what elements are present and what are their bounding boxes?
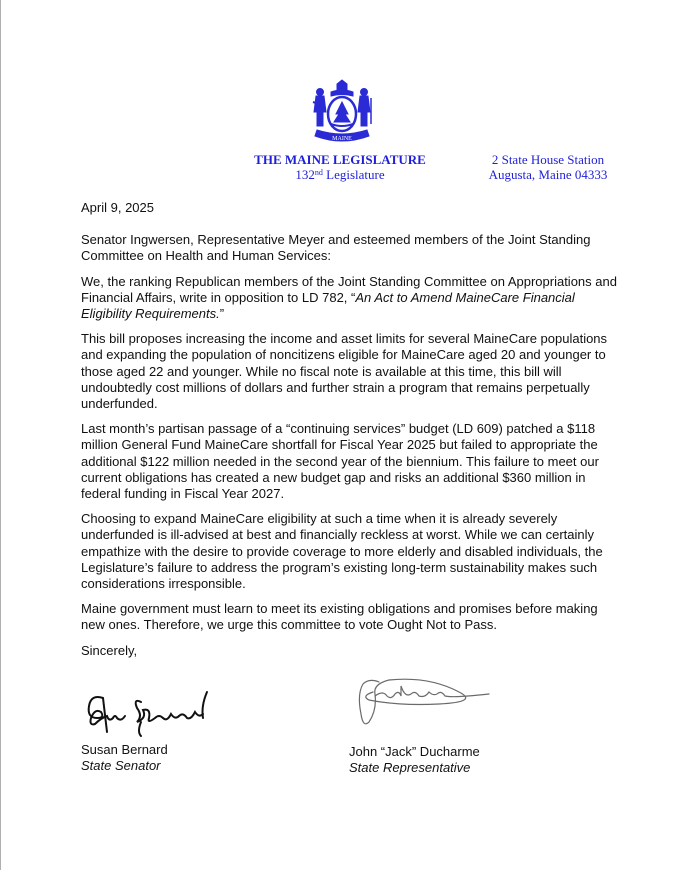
handwritten-signature-icon xyxy=(349,674,499,736)
signatory-name: John “Jack” Ducharme xyxy=(349,744,480,759)
address-line-2: Augusta, Maine 04333 xyxy=(488,167,608,182)
maine-state-seal-icon xyxy=(307,78,377,154)
address-line-1: 2 State House Station xyxy=(491,152,605,167)
signatory-title: State Senator xyxy=(81,758,161,773)
legislature-session xyxy=(254,167,426,182)
svg-text:MAINE: MAINE xyxy=(332,136,352,142)
paragraph-intro xyxy=(81,274,621,323)
legislature-name xyxy=(254,152,426,182)
letter-date: April 9, 2025 xyxy=(81,200,154,215)
intro-text: We, the ranking Republican members of the Joint Standing Committee on Appropriations and Financial Affairs, write in opposition to LD 782, “ xyxy=(81,273,617,305)
paragraph-3: Last month’s partisan passage of a “continuing services” budget (LD 609) patched a $118 million General Fund MaineCare shortfall for Fiscal Year 2025 but failed to appropriate the additional $122 million needed in the second year of the biennium. This failure to meet our current obligations has created a new budget gap and risks an additional $360 million in federal funding in Fiscal Year 2027. xyxy=(81,421,599,502)
legislature-title: THE MAINE LEGISLATURE xyxy=(254,152,426,167)
legislature-address xyxy=(463,152,633,182)
paragraph-2: This bill proposes increasing the income and asset limits for several MaineCare populations and expanding the population of noncitizens eligible for MaineCare aged 20 and younger to those aged 22 and younger. While no fiscal note is available at this time, this bill will undoubtedly cost millions of dollars and further strain a program that remains perpetually underfunded. xyxy=(81,331,608,412)
bill-title: An Act to Amend MaineCare Financial Eligibility Requirements. xyxy=(81,289,575,322)
handwritten-signature-icon xyxy=(81,688,231,740)
letter-body xyxy=(81,200,621,668)
signature-block xyxy=(81,668,621,778)
session-suffix: nd xyxy=(314,168,323,177)
paragraph-4: Choosing to expand MaineCare eligibility at such a time when it is already severely underfunded is ill-advised at best and financially reckless at worst. While we can certainly empathize with the desire to provide coverage to more elderly and disabled individuals, the Legislature’s failure to address the program’s existing long-term sustainability makes such considerations irresponsible. xyxy=(81,511,603,592)
session-number: 132 xyxy=(295,167,315,182)
paragraph-5: Maine government must learn to meet its existing obligations and promises before making new ones. Therefore, we urge this committee to vote Ought Not to Pass. xyxy=(81,601,598,633)
signatory-title: State Representative xyxy=(349,760,471,775)
intro-close-quote: ” xyxy=(219,306,225,322)
session-label: Legislature xyxy=(322,167,385,182)
closing: Sincerely, xyxy=(81,642,138,658)
salutation: Senator Ingwersen, Representative Meyer and esteemed members of the Joint Standing Committee on Health and Human Services: xyxy=(81,232,591,264)
signatory-name: Susan Bernard xyxy=(81,742,168,757)
